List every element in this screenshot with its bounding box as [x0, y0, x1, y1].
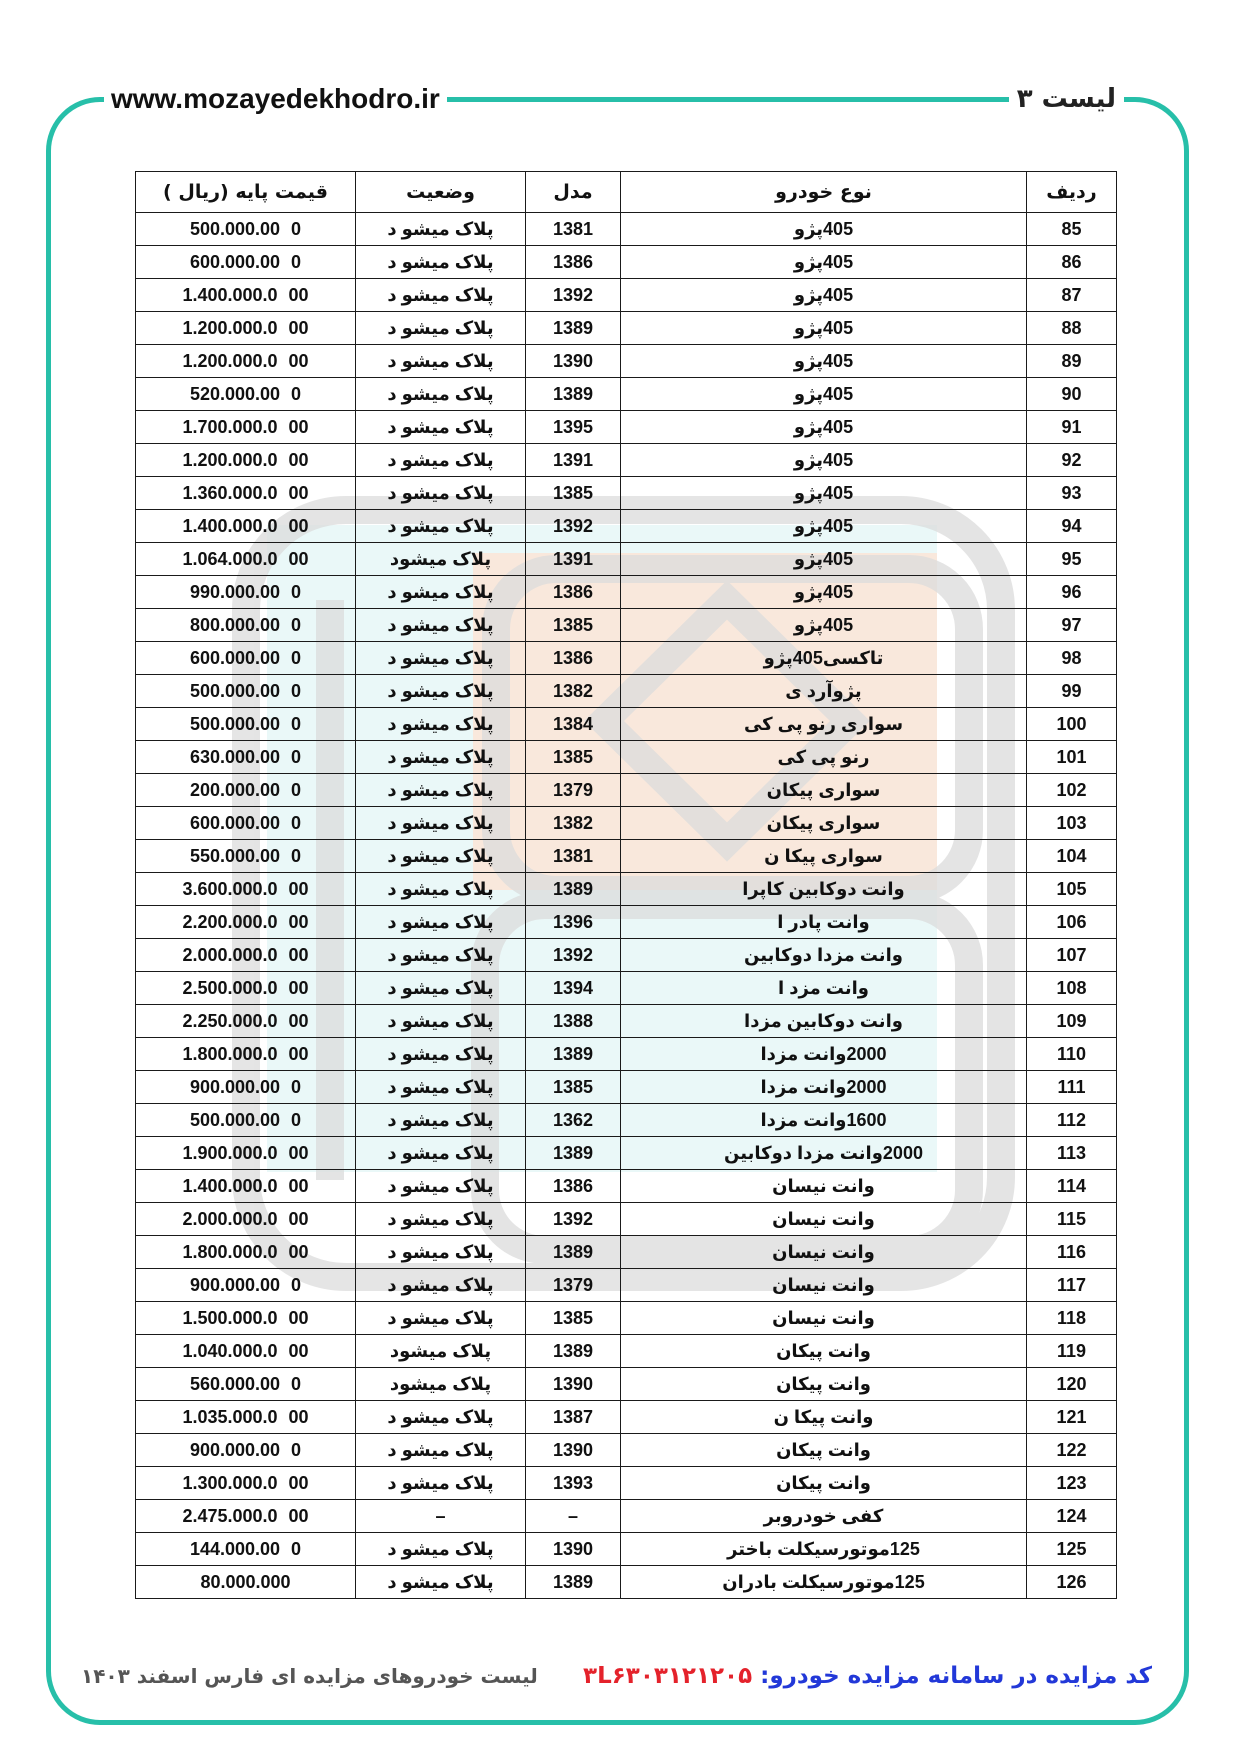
table-row — [136, 1269, 1117, 1302]
table-row — [136, 939, 1117, 972]
cell-status: پلاک میشو د — [356, 279, 526, 312]
cell-base-price: 1.040.000.0 00 — [136, 1335, 356, 1368]
cell-vehicle-type: وانت پیکا ن — [621, 1401, 1027, 1434]
cell-vehicle-type: وانت دوکابین مزدا — [621, 1005, 1027, 1038]
table-row — [136, 1137, 1117, 1170]
cell-base-price: 3.600.000.0 00 — [136, 873, 356, 906]
cell-row-number: 119 — [1027, 1335, 1117, 1368]
cell-base-price: 800.000.00 0 — [136, 609, 356, 642]
cell-row-number: 124 — [1027, 1500, 1117, 1533]
cell-row-number: 90 — [1027, 378, 1117, 411]
cell-vehicle-type: 1600وانت مزدا — [621, 1104, 1027, 1137]
site-url: www.mozayedekhodro.ir — [104, 81, 447, 117]
cell-base-price: 900.000.00 0 — [136, 1434, 356, 1467]
cell-vehicle-type: وانت پادر ا — [621, 906, 1027, 939]
cell-model: 1391 — [526, 543, 621, 576]
table-row — [136, 411, 1117, 444]
cell-row-number: 101 — [1027, 741, 1117, 774]
cell-vehicle-type: 2000وانت مزدا دوکابین — [621, 1137, 1027, 1170]
header-status: وضعیت — [356, 172, 526, 213]
cell-status: پلاک میشود — [356, 543, 526, 576]
cell-model: 1382 — [526, 807, 621, 840]
table-row — [136, 1566, 1117, 1599]
cell-vehicle-type: وانت پیکان — [621, 1434, 1027, 1467]
cell-model: 1395 — [526, 411, 621, 444]
cell-base-price: 600.000.00 0 — [136, 807, 356, 840]
cell-base-price: 1.400.000.0 00 — [136, 279, 356, 312]
cell-base-price: 2.200.000.0 00 — [136, 906, 356, 939]
cell-row-number: 107 — [1027, 939, 1117, 972]
cell-vehicle-type: وانت نیسان — [621, 1170, 1027, 1203]
cell-vehicle-type: 125موتورسیکلت باختر — [621, 1533, 1027, 1566]
cell-vehicle-type: وانت مزد ا — [621, 972, 1027, 1005]
header-row-number: ردیف — [1027, 172, 1117, 213]
cell-status: پلاک میشو د — [356, 1071, 526, 1104]
table-row — [136, 1236, 1117, 1269]
cell-row-number: 99 — [1027, 675, 1117, 708]
table-row — [136, 774, 1117, 807]
cell-model: 1392 — [526, 279, 621, 312]
table-row — [136, 1335, 1117, 1368]
cell-status: پلاک میشو د — [356, 213, 526, 246]
cell-vehicle-type: پژوآرد ی — [621, 675, 1027, 708]
cell-base-price: 1.200.000.0 00 — [136, 312, 356, 345]
cell-row-number: 91 — [1027, 411, 1117, 444]
cell-status: پلاک میشو د — [356, 411, 526, 444]
cell-base-price: 1.300.000.0 00 — [136, 1467, 356, 1500]
cell-base-price: 500.000.00 0 — [136, 1104, 356, 1137]
cell-vehicle-type: 405پژو — [621, 279, 1027, 312]
cell-status: پلاک میشو د — [356, 840, 526, 873]
cell-model: 1393 — [526, 1467, 621, 1500]
cell-status: پلاک میشو د — [356, 444, 526, 477]
cell-vehicle-type: سواری پیکان — [621, 774, 1027, 807]
table-row — [136, 642, 1117, 675]
table-row — [136, 1368, 1117, 1401]
table-row — [136, 1434, 1117, 1467]
cell-status: پلاک میشو د — [356, 477, 526, 510]
cell-vehicle-type: تاکسی405پژو — [621, 642, 1027, 675]
cell-model: 1390 — [526, 345, 621, 378]
cell-base-price: 2.250.000.0 00 — [136, 1005, 356, 1038]
cell-model: 1389 — [526, 378, 621, 411]
cell-row-number: 113 — [1027, 1137, 1117, 1170]
cell-model: 1390 — [526, 1368, 621, 1401]
cell-vehicle-type: وانت پیکان — [621, 1335, 1027, 1368]
cell-vehicle-type: 125موتورسیکلت بادران — [621, 1566, 1027, 1599]
cell-vehicle-type: 405پژو — [621, 345, 1027, 378]
table-row — [136, 246, 1117, 279]
cell-model: 1389 — [526, 1137, 621, 1170]
cell-model: 1388 — [526, 1005, 621, 1038]
cell-row-number: 102 — [1027, 774, 1117, 807]
cell-base-price: 1.800.000.0 00 — [136, 1038, 356, 1071]
cell-model: 1379 — [526, 1269, 621, 1302]
cell-model: 1389 — [526, 1335, 621, 1368]
cell-row-number: 111 — [1027, 1071, 1117, 1104]
cell-vehicle-type: 405پژو — [621, 444, 1027, 477]
table-row — [136, 378, 1117, 411]
cell-status: پلاک میشو د — [356, 642, 526, 675]
table-row — [136, 1533, 1117, 1566]
cell-row-number: 117 — [1027, 1269, 1117, 1302]
cell-base-price: 1.064.000.0 00 — [136, 543, 356, 576]
cell-vehicle-type: 405پژو — [621, 510, 1027, 543]
cell-vehicle-type: کفی خودروبر — [621, 1500, 1027, 1533]
cell-status: پلاک میشو د — [356, 708, 526, 741]
cell-model: 1386 — [526, 642, 621, 675]
cell-model: 1386 — [526, 246, 621, 279]
cell-row-number: 100 — [1027, 708, 1117, 741]
table-row — [136, 906, 1117, 939]
cell-base-price: 990.000.00 0 — [136, 576, 356, 609]
cell-status: پلاک میشو د — [356, 906, 526, 939]
cell-vehicle-type: وانت نیسان — [621, 1269, 1027, 1302]
cell-model: 1389 — [526, 1236, 621, 1269]
cell-status: پلاک میشو د — [356, 1269, 526, 1302]
cell-model: 1379 — [526, 774, 621, 807]
cell-base-price: 520.000.00 0 — [136, 378, 356, 411]
cell-row-number: 122 — [1027, 1434, 1117, 1467]
list-number-label: لیست ۳ — [1009, 81, 1124, 117]
cell-model: 1385 — [526, 1302, 621, 1335]
cell-model: 1391 — [526, 444, 621, 477]
cell-base-price: 630.000.00 0 — [136, 741, 356, 774]
table-row — [136, 477, 1117, 510]
cell-vehicle-type: سواری پیکان — [621, 807, 1027, 840]
cell-status: پلاک میشو د — [356, 1203, 526, 1236]
cell-row-number: 89 — [1027, 345, 1117, 378]
cell-row-number: 121 — [1027, 1401, 1117, 1434]
cell-model: 1390 — [526, 1533, 621, 1566]
cell-status: پلاک میشو د — [356, 1236, 526, 1269]
cell-status: – — [356, 1500, 526, 1533]
cell-base-price: 1.200.000.0 00 — [136, 345, 356, 378]
table-row — [136, 1203, 1117, 1236]
cell-status: پلاک میشود — [356, 1335, 526, 1368]
cell-status: پلاک میشود — [356, 1368, 526, 1401]
cell-vehicle-type: 405پژو — [621, 609, 1027, 642]
cell-status: پلاک میشو د — [356, 1401, 526, 1434]
cell-vehicle-type: وانت مزدا دوکابین — [621, 939, 1027, 972]
cell-status: پلاک میشو د — [356, 345, 526, 378]
table-row — [136, 1104, 1117, 1137]
cell-base-price: 80.000.000 — [136, 1566, 356, 1599]
table-row — [136, 840, 1117, 873]
cell-status: پلاک میشو د — [356, 675, 526, 708]
footer-list-title: لیست خودروهای مزایده ای فارس اسفند ۱۴۰۳ — [81, 1664, 538, 1688]
cell-status: پلاک میشو د — [356, 1566, 526, 1599]
cell-base-price: 1.700.000.0 00 — [136, 411, 356, 444]
cell-vehicle-type: 2000وانت مزدا — [621, 1071, 1027, 1104]
table-body — [136, 213, 1117, 1599]
cell-base-price: 200.000.00 0 — [136, 774, 356, 807]
table-header-row — [136, 172, 1117, 213]
cell-row-number: 98 — [1027, 642, 1117, 675]
cell-row-number: 106 — [1027, 906, 1117, 939]
table-row — [136, 213, 1117, 246]
cell-model: 1390 — [526, 1434, 621, 1467]
cell-status: پلاک میشو د — [356, 873, 526, 906]
cell-base-price: 1.400.000.0 00 — [136, 510, 356, 543]
cell-status: پلاک میشو د — [356, 576, 526, 609]
cell-status: پلاک میشو د — [356, 1137, 526, 1170]
cell-status: پلاک میشو د — [356, 1302, 526, 1335]
cell-model: 1389 — [526, 1038, 621, 1071]
table-row — [136, 675, 1117, 708]
cell-status: پلاک میشو د — [356, 1038, 526, 1071]
cell-status: پلاک میشو د — [356, 972, 526, 1005]
cell-vehicle-type: 405پژو — [621, 213, 1027, 246]
table-row — [136, 807, 1117, 840]
cell-vehicle-type: 405پژو — [621, 312, 1027, 345]
table-row — [136, 1467, 1117, 1500]
cell-vehicle-type: 405پژو — [621, 543, 1027, 576]
cell-vehicle-type: 405پژو — [621, 411, 1027, 444]
cell-row-number: 104 — [1027, 840, 1117, 873]
cell-row-number: 112 — [1027, 1104, 1117, 1137]
cell-row-number: 94 — [1027, 510, 1117, 543]
cell-base-price: 600.000.00 0 — [136, 642, 356, 675]
cell-row-number: 114 — [1027, 1170, 1117, 1203]
cell-vehicle-type: 405پژو — [621, 378, 1027, 411]
table-row — [136, 312, 1117, 345]
cell-model: 1385 — [526, 609, 621, 642]
cell-row-number: 123 — [1027, 1467, 1117, 1500]
cell-vehicle-type: وانت نیسان — [621, 1236, 1027, 1269]
table-row — [136, 972, 1117, 1005]
auction-code-line — [583, 1659, 1152, 1693]
table-row — [136, 741, 1117, 774]
cell-base-price: 144.000.00 0 — [136, 1533, 356, 1566]
cell-vehicle-type: 405پژو — [621, 246, 1027, 279]
cell-model: 1381 — [526, 213, 621, 246]
cell-status: پلاک میشو د — [356, 774, 526, 807]
cell-model: 1387 — [526, 1401, 621, 1434]
cell-row-number: 125 — [1027, 1533, 1117, 1566]
cell-status: پلاک میشو د — [356, 741, 526, 774]
cell-base-price: 900.000.00 0 — [136, 1269, 356, 1302]
cell-model: 1385 — [526, 1071, 621, 1104]
cell-base-price: 900.000.00 0 — [136, 1071, 356, 1104]
cell-status: پلاک میشو د — [356, 312, 526, 345]
cell-model: 1382 — [526, 675, 621, 708]
cell-model: 1394 — [526, 972, 621, 1005]
cell-row-number: 97 — [1027, 609, 1117, 642]
table-row — [136, 1401, 1117, 1434]
table-row — [136, 444, 1117, 477]
cell-status: پلاک میشو د — [356, 807, 526, 840]
cell-row-number: 109 — [1027, 1005, 1117, 1038]
cell-row-number: 116 — [1027, 1236, 1117, 1269]
auction-code-value: ۳L۶۳۰۳۱۲۱۲۰۵ — [583, 1663, 753, 1689]
cell-base-price: 1.500.000.0 00 — [136, 1302, 356, 1335]
cell-model: 1396 — [526, 906, 621, 939]
auction-code-label: کد مزایده در سامانه مزایده خودرو: — [760, 1663, 1152, 1689]
table-row — [136, 609, 1117, 642]
cell-base-price: 550.000.00 0 — [136, 840, 356, 873]
cell-vehicle-type: سواری پیکا ن — [621, 840, 1027, 873]
cell-base-price: 1.800.000.0 00 — [136, 1236, 356, 1269]
cell-vehicle-type: رنو پی کی — [621, 741, 1027, 774]
cell-model: 1385 — [526, 477, 621, 510]
cell-base-price: 500.000.00 0 — [136, 708, 356, 741]
cell-base-price: 2.000.000.0 00 — [136, 939, 356, 972]
table-row — [136, 543, 1117, 576]
cell-base-price: 2.000.000.0 00 — [136, 1203, 356, 1236]
cell-status: پلاک میشو د — [356, 609, 526, 642]
table-row — [136, 345, 1117, 378]
cell-model: 1386 — [526, 1170, 621, 1203]
cell-row-number: 93 — [1027, 477, 1117, 510]
cell-row-number: 85 — [1027, 213, 1117, 246]
cell-base-price: 2.500.000.0 00 — [136, 972, 356, 1005]
cell-base-price: 1.360.000.0 00 — [136, 477, 356, 510]
cell-row-number: 118 — [1027, 1302, 1117, 1335]
cell-vehicle-type: 2000وانت مزدا — [621, 1038, 1027, 1071]
cell-vehicle-type: وانت پیکان — [621, 1368, 1027, 1401]
cell-base-price: 500.000.00 0 — [136, 675, 356, 708]
cell-row-number: 88 — [1027, 312, 1117, 345]
cell-row-number: 108 — [1027, 972, 1117, 1005]
table-row — [136, 1302, 1117, 1335]
vehicle-table — [135, 171, 1117, 1599]
cell-status: پلاک میشو د — [356, 939, 526, 972]
header-model: مدل — [526, 172, 621, 213]
cell-model: 1362 — [526, 1104, 621, 1137]
table-row — [136, 1038, 1117, 1071]
cell-base-price: 1.200.000.0 00 — [136, 444, 356, 477]
table-row — [136, 576, 1117, 609]
cell-base-price: 1.035.000.0 00 — [136, 1401, 356, 1434]
cell-model: 1381 — [526, 840, 621, 873]
cell-row-number: 86 — [1027, 246, 1117, 279]
cell-model: 1392 — [526, 939, 621, 972]
cell-row-number: 105 — [1027, 873, 1117, 906]
table-row — [136, 1500, 1117, 1533]
cell-vehicle-type: 405پژو — [621, 576, 1027, 609]
cell-row-number: 95 — [1027, 543, 1117, 576]
cell-model: 1389 — [526, 873, 621, 906]
table-row — [136, 708, 1117, 741]
header-vehicle-type: نوع خودرو — [621, 172, 1027, 213]
cell-model: 1392 — [526, 510, 621, 543]
cell-status: پلاک میشو د — [356, 378, 526, 411]
cell-status: پلاک میشو د — [356, 1533, 526, 1566]
cell-status: پلاک میشو د — [356, 510, 526, 543]
cell-status: پلاک میشو د — [356, 1434, 526, 1467]
table-row — [136, 279, 1117, 312]
cell-row-number: 96 — [1027, 576, 1117, 609]
table-row — [136, 1170, 1117, 1203]
cell-model: 1389 — [526, 1566, 621, 1599]
cell-vehicle-type: سواری رنو پی کی — [621, 708, 1027, 741]
cell-base-price: 1.400.000.0 00 — [136, 1170, 356, 1203]
table-row — [136, 1005, 1117, 1038]
cell-row-number: 120 — [1027, 1368, 1117, 1401]
cell-row-number: 115 — [1027, 1203, 1117, 1236]
cell-status: پلاک میشو د — [356, 1170, 526, 1203]
cell-row-number: 110 — [1027, 1038, 1117, 1071]
cell-base-price: 500.000.00 0 — [136, 213, 356, 246]
cell-model: – — [526, 1500, 621, 1533]
cell-row-number: 103 — [1027, 807, 1117, 840]
cell-vehicle-type: وانت پیکان — [621, 1467, 1027, 1500]
cell-status: پلاک میشو د — [356, 1005, 526, 1038]
cell-base-price: 600.000.00 0 — [136, 246, 356, 279]
cell-row-number: 92 — [1027, 444, 1117, 477]
cell-model: 1384 — [526, 708, 621, 741]
cell-vehicle-type: 405پژو — [621, 477, 1027, 510]
cell-model: 1385 — [526, 741, 621, 774]
cell-status: پلاک میشو د — [356, 1467, 526, 1500]
table-row — [136, 510, 1117, 543]
cell-vehicle-type: وانت نیسان — [621, 1203, 1027, 1236]
cell-vehicle-type: وانت دوکابین کاپرا — [621, 873, 1027, 906]
cell-model: 1392 — [526, 1203, 621, 1236]
cell-model: 1386 — [526, 576, 621, 609]
table-row — [136, 1071, 1117, 1104]
cell-base-price: 560.000.00 0 — [136, 1368, 356, 1401]
cell-vehicle-type: وانت نیسان — [621, 1302, 1027, 1335]
cell-row-number: 87 — [1027, 279, 1117, 312]
cell-row-number: 126 — [1027, 1566, 1117, 1599]
cell-status: پلاک میشو د — [356, 246, 526, 279]
cell-base-price: 2.475.000.0 00 — [136, 1500, 356, 1533]
header-base-price: قیمت پایه (ریال ) — [136, 172, 356, 213]
cell-model: 1389 — [526, 312, 621, 345]
table-row — [136, 873, 1117, 906]
cell-status: پلاک میشو د — [356, 1104, 526, 1137]
cell-base-price: 1.900.000.0 00 — [136, 1137, 356, 1170]
